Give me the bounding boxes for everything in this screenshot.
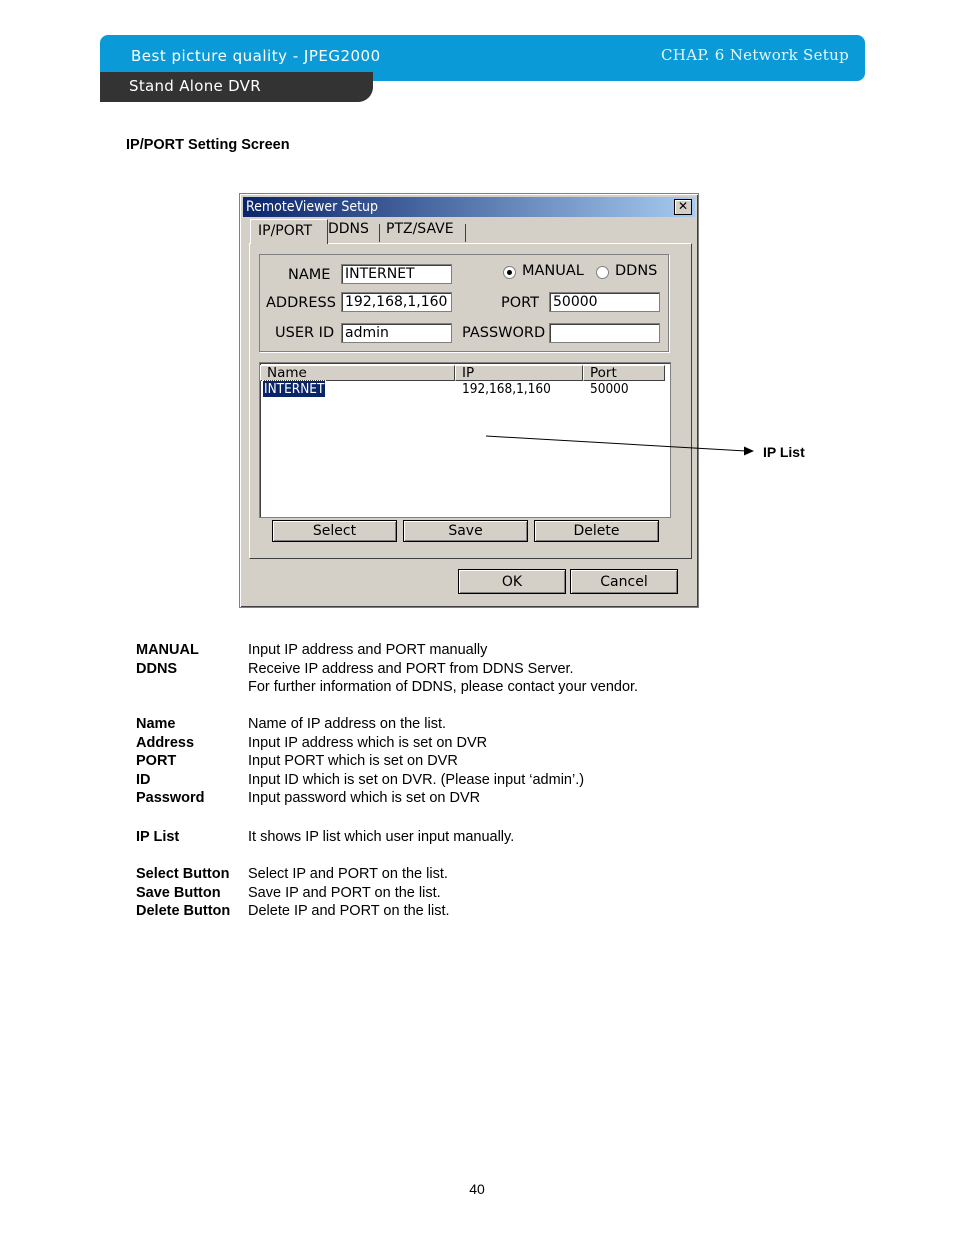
list-row-name[interactable]: INTERNET (264, 381, 325, 397)
address-label: ADDRESS (266, 295, 336, 311)
list-row-port[interactable]: 50000 (590, 381, 629, 397)
port-field[interactable]: 50000 (549, 292, 660, 312)
user-id-field[interactable]: admin (341, 323, 452, 343)
dialog-title: RemoteViewer Setup (246, 199, 378, 215)
list-row-ip[interactable]: 192,168,1,160 (462, 381, 551, 397)
user-id-label: USER ID (275, 325, 335, 341)
page-number: 40 (469, 1181, 485, 1197)
column-header-ip[interactable]: IP (455, 365, 583, 381)
save-button[interactable]: Save (403, 520, 528, 542)
tab-ip-port[interactable]: IP/PORT (250, 219, 328, 244)
manual-label: MANUAL (522, 263, 584, 279)
cancel-button[interactable]: Cancel (570, 569, 678, 594)
chapter-label: CHAP. 6 Network Setup (661, 46, 849, 64)
close-icon[interactable]: ✕ (674, 199, 692, 215)
tab-ptz-save[interactable]: PTZ/SAVE (386, 221, 454, 237)
port-label: PORT (501, 295, 540, 311)
ok-button[interactable]: OK (458, 569, 566, 594)
ip-list-annotation: IP List (763, 444, 805, 460)
name-label: NAME (288, 267, 331, 283)
header-title: Best picture quality - JPEG2000 (131, 47, 381, 65)
address-field[interactable]: 192,168,1,160 (341, 292, 452, 312)
section-title: IP/PORT Setting Screen (126, 137, 290, 153)
name-field[interactable]: INTERNET (341, 264, 452, 284)
tab-ddns[interactable]: DDNS (328, 221, 369, 237)
password-label: PASSWORD (462, 325, 546, 341)
select-button[interactable]: Select (272, 520, 397, 542)
ddns-label: DDNS (615, 263, 658, 279)
subheader-title: Stand Alone DVR (129, 77, 261, 95)
column-header-name[interactable]: Name (260, 365, 455, 381)
delete-button[interactable]: Delete (534, 520, 659, 542)
column-header-port[interactable]: Port (583, 365, 665, 381)
